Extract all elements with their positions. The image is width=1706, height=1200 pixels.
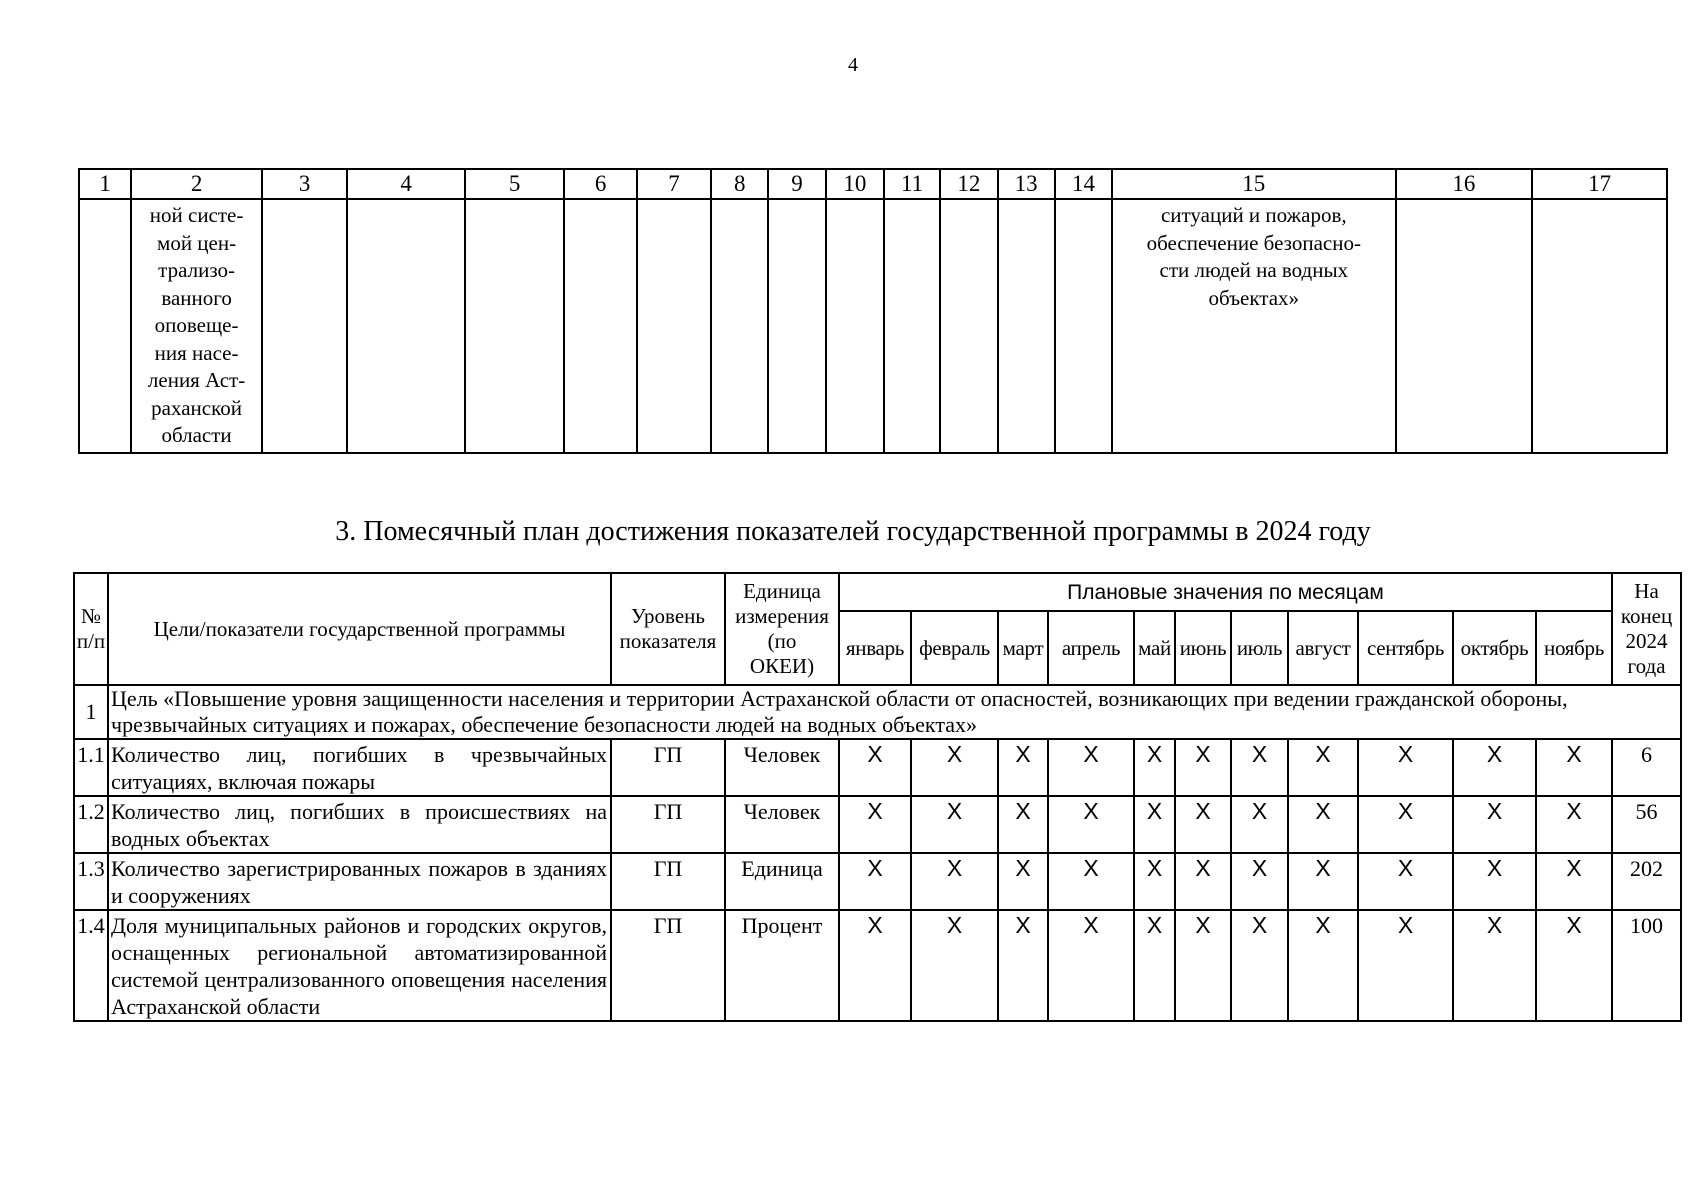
indicator-level: ГП — [611, 910, 725, 1021]
goal-row — [74, 685, 1681, 739]
month-header: март — [998, 611, 1048, 685]
month-header: июль — [1231, 611, 1288, 685]
month-value-mark: Х — [1175, 910, 1231, 1021]
month-header: август — [1288, 611, 1358, 685]
month-value-mark: Х — [998, 853, 1048, 910]
month-header: ноябрь — [1536, 611, 1612, 685]
indicator-level: ГП — [611, 739, 725, 796]
empty-cell — [998, 199, 1055, 453]
month-value-mark: Х — [1536, 796, 1612, 853]
month-value-mark: Х — [1453, 910, 1536, 1021]
empty-cell — [826, 199, 884, 453]
empty-cell — [637, 199, 711, 453]
month-header: май — [1134, 611, 1175, 685]
month-value-mark: Х — [1048, 853, 1134, 910]
empty-cell — [884, 199, 940, 453]
column-number: 10 — [826, 169, 884, 199]
month-value-mark: Х — [1453, 853, 1536, 910]
month-value-mark: Х — [1453, 739, 1536, 796]
column-number: 11 — [884, 169, 940, 199]
month-value-mark: Х — [1231, 910, 1288, 1021]
month-value-mark: Х — [1288, 910, 1358, 1021]
indicator-name: Доля муниципальных районов и городских округов, оснащенных региональной автоматизированной системой централизованного оповещения населения Астраханской области — [108, 910, 611, 1021]
continuation-table — [78, 168, 1668, 454]
column-number: 16 — [1396, 169, 1533, 199]
indicator-level: ГП — [611, 853, 725, 910]
month-value-mark: Х — [1288, 796, 1358, 853]
month-value-mark: Х — [839, 853, 911, 910]
month-value-mark: Х — [1231, 739, 1288, 796]
column-number: 6 — [564, 169, 636, 199]
month-value-mark: Х — [1288, 739, 1358, 796]
month-header: сентябрь — [1358, 611, 1453, 685]
month-value-mark: Х — [1453, 796, 1536, 853]
year-end-value: 100 — [1612, 910, 1681, 1021]
month-value-mark: Х — [1134, 910, 1175, 1021]
indicator-name-continuation: ной систе- мой цен- трализо- ванного оповеще- ния насе- ления Аст- раханской области — [131, 199, 262, 453]
column-number: 14 — [1055, 169, 1112, 199]
header-goals: Цели/показатели государственной программы — [108, 573, 611, 685]
column-number: 17 — [1532, 169, 1667, 199]
month-value-mark: Х — [1358, 739, 1453, 796]
month-value-mark: Х — [911, 910, 998, 1021]
month-value-mark: Х — [839, 796, 911, 853]
month-value-mark: Х — [1358, 853, 1453, 910]
empty-cell — [1396, 199, 1533, 453]
indicator-unit: Процент — [725, 910, 839, 1021]
header-level: Уровень показателя — [611, 573, 725, 685]
indicator-rows — [74, 739, 1681, 1021]
continuation-row — [79, 199, 1667, 453]
column-number: 13 — [998, 169, 1055, 199]
column-number: 3 — [262, 169, 347, 199]
month-value-mark: Х — [839, 910, 911, 1021]
row-number: 1.3 — [74, 853, 108, 910]
empty-cell — [262, 199, 347, 453]
month-header: июнь — [1175, 611, 1231, 685]
month-value-mark: Х — [1175, 739, 1231, 796]
month-value-mark: Х — [1175, 853, 1231, 910]
empty-cell — [465, 199, 565, 453]
month-value-mark: Х — [1175, 796, 1231, 853]
column-number: 7 — [637, 169, 711, 199]
year-end-value: 202 — [1612, 853, 1681, 910]
month-value-mark: Х — [1231, 796, 1288, 853]
header-row — [74, 573, 1681, 611]
row-number: 1.2 — [74, 796, 108, 853]
month-value-mark: Х — [1358, 796, 1453, 853]
month-value-mark: Х — [1536, 910, 1612, 1021]
empty-cell — [564, 199, 636, 453]
month-value-mark: Х — [1048, 910, 1134, 1021]
empty-cell — [347, 199, 465, 453]
header-number: № п/п — [74, 573, 108, 685]
indicator-unit: Человек — [725, 739, 839, 796]
indicator-name: Количество лиц, погибших в чрезвычайных ситуациях, включая пожары — [108, 739, 611, 796]
month-value-mark: Х — [1134, 853, 1175, 910]
page-number: 4 — [848, 54, 858, 76]
month-header: февраль — [911, 611, 998, 685]
indicator-unit: Человек — [725, 796, 839, 853]
month-value-mark: Х — [1134, 796, 1175, 853]
month-header: октябрь — [1453, 611, 1536, 685]
table-row — [74, 910, 1681, 1021]
column-number: 4 — [347, 169, 465, 199]
month-value-mark: Х — [911, 796, 998, 853]
empty-cell — [940, 199, 997, 453]
column-number: 15 — [1112, 169, 1395, 199]
row-number: 1.1 — [74, 739, 108, 796]
empty-cell — [1532, 199, 1667, 453]
goal-continuation: ситуаций и пожаров, обеспечение безопасно- сти людей на водных объектах» — [1112, 199, 1395, 453]
month-value-mark: Х — [998, 739, 1048, 796]
column-number: 8 — [711, 169, 768, 199]
goal-text: Цель «Повышение уровня защищенности населения и территории Астраханской области от опасностей, возникающих при ведении гражданской обороны, чрезвычайных ситуациях и пожарах, обеспечение безопасности людей на водных объектах» — [108, 685, 1681, 739]
indicator-name: Количество зарегистрированных пожаров в зданиях и сооружениях — [108, 853, 611, 910]
column-number: 5 — [465, 169, 565, 199]
year-end-value: 56 — [1612, 796, 1681, 853]
column-number-row — [79, 169, 1667, 199]
month-value-mark: Х — [839, 739, 911, 796]
empty-cell — [79, 199, 131, 453]
row-number: 1.4 — [74, 910, 108, 1021]
month-value-mark: Х — [1231, 853, 1288, 910]
column-number: 12 — [940, 169, 997, 199]
month-value-mark: Х — [911, 853, 998, 910]
empty-cell — [711, 199, 768, 453]
month-value-mark: Х — [998, 796, 1048, 853]
header-unit: Единица измерения (по ОКЕИ) — [725, 573, 839, 685]
column-number: 2 — [131, 169, 262, 199]
month-value-mark: Х — [1048, 739, 1134, 796]
indicator-name: Количество лиц, погибших в происшествиях на водных объектах — [108, 796, 611, 853]
table-row — [74, 853, 1681, 910]
month-value-mark: Х — [1536, 739, 1612, 796]
column-number: 1 — [79, 169, 131, 199]
month-header: апрель — [1048, 611, 1134, 685]
header-monthly-values: Плановые значения по месяцам — [839, 573, 1612, 611]
section-heading: 3. Помесячный план достижения показателей государственной программы в 2024 году — [335, 516, 1371, 547]
year-end-value: 6 — [1612, 739, 1681, 796]
month-value-mark: Х — [1134, 739, 1175, 796]
month-value-mark: Х — [1048, 796, 1134, 853]
monthly-plan-table — [73, 572, 1682, 1022]
goal-number: 1 — [74, 685, 108, 739]
table-row — [74, 739, 1681, 796]
empty-cell — [768, 199, 825, 453]
month-value-mark: Х — [911, 739, 998, 796]
column-number: 9 — [768, 169, 825, 199]
empty-cell — [1055, 199, 1112, 453]
month-header: январь — [839, 611, 911, 685]
indicator-unit: Единица — [725, 853, 839, 910]
table-row — [74, 796, 1681, 853]
header-year-end: На конец 2024 года — [1612, 573, 1681, 685]
month-value-mark: Х — [1536, 853, 1612, 910]
month-value-mark: Х — [998, 910, 1048, 1021]
indicator-level: ГП — [611, 796, 725, 853]
month-value-mark: Х — [1288, 853, 1358, 910]
month-value-mark: Х — [1358, 910, 1453, 1021]
